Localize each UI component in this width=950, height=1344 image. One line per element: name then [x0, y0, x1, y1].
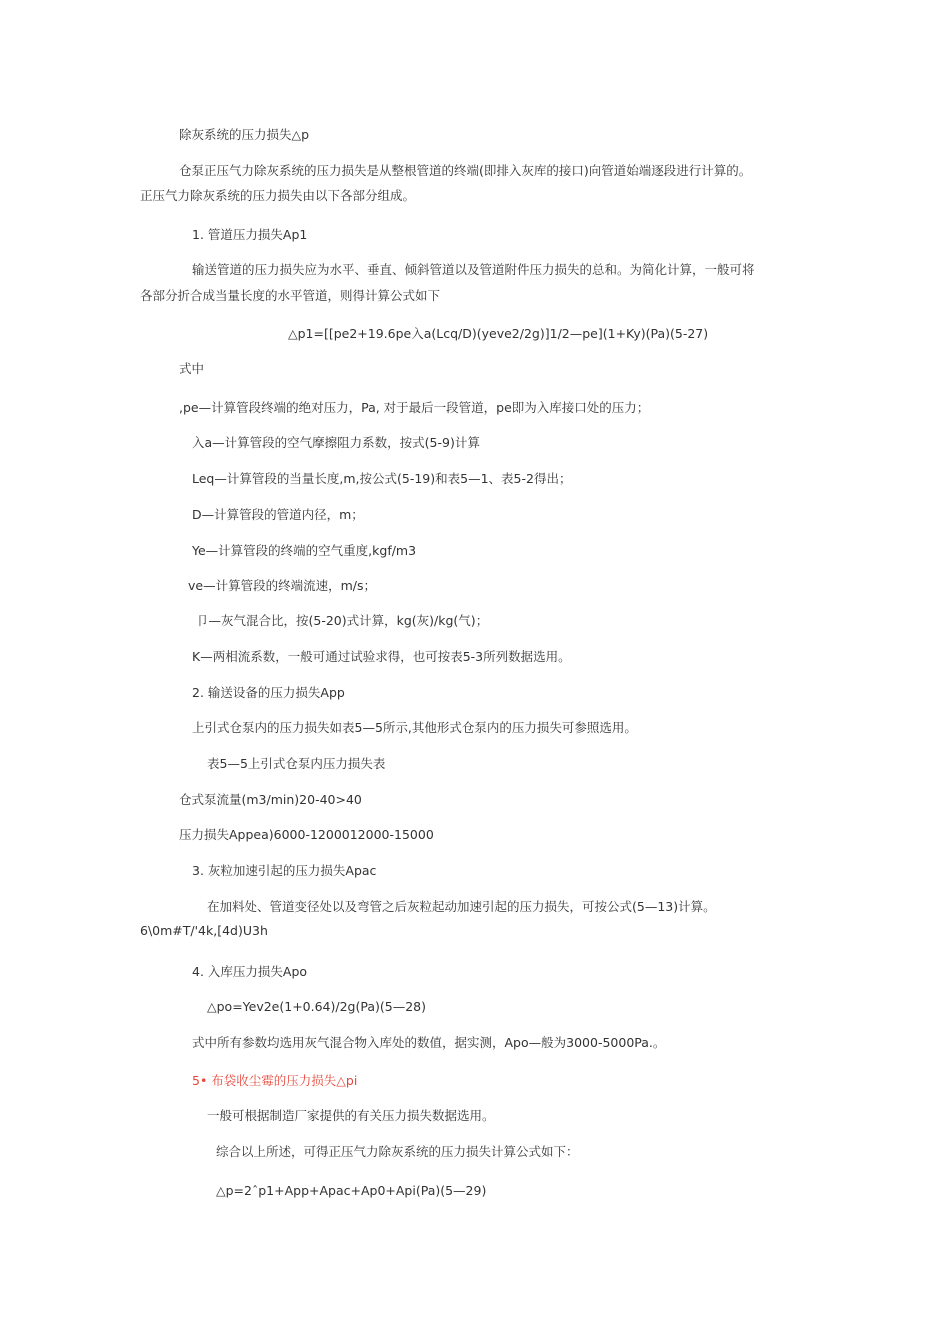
section-1-para-line-2: 各部分折合成当量长度的水平管道，则得计算公式如下: [140, 288, 441, 303]
definition-ve: ve—计算管段的终端流速，m/s；: [188, 578, 376, 593]
definition-d: D—计算管段的管道内径，m；: [192, 507, 364, 522]
formula-5-28: △po=Yev2e(1+0.64)/2g(Pa)(5—28): [207, 999, 426, 1014]
where-label: 式中: [179, 361, 205, 376]
section-2-heading: 2. 输送设备的压力损失App: [192, 685, 345, 700]
section-3-heading: 3. 灰粒加速引起的压力损失Apac: [192, 863, 377, 878]
intro-line-2: 正压气力除灰系统的压力损失由以下各部分组成。: [140, 188, 416, 203]
definition-k: K—两相流系数，一般可通过试验求得，也可按表5-3所列数据选用。: [192, 649, 571, 664]
section-2-para: 上引式仓泵内的压力损失如表5—5所示,其他形式仓泵内的压力损失可参照选用。: [192, 720, 637, 735]
section-5-para: 一般可根据制造厂家提供的有关压力损失数据选用。: [207, 1108, 495, 1123]
definition-lambda: 入a—计算管段的空气摩擦阻力系数，按式(5-9)计算: [192, 435, 480, 450]
table-caption: 表5—5上引式仓泵内压力损失表: [207, 756, 386, 771]
section-1-heading: 1. 管道压力损失Ap1: [192, 227, 308, 242]
definition-leq: Leq—计算管段的当量长度,m,按公式(5-19)和表5—1、表5-2得出；: [192, 471, 572, 486]
summary-line: 综合以上所述，可得正压气力除灰系统的压力损失计算公式如下：: [216, 1144, 579, 1159]
doc-title: 除灰系统的压力损失△p: [179, 127, 310, 142]
section-5-heading: 5• 布袋收尘霉的压力损失△pi: [192, 1073, 358, 1088]
section-4-para: 式中所有参数均选用灰气混合物入库处的数值，据实测，Apo—般为3000-5000Pa.。: [192, 1035, 666, 1050]
section-4-heading: 4. 入库压力损失Apo: [192, 964, 308, 979]
garbled-text: 6\0m#T/'4k,[4d)U3h: [140, 923, 268, 938]
table-row-1: 仓式泵流量(m3/min)20-40>40: [179, 792, 362, 807]
formula-5-29: △p=2ˆp1+App+Apac+Ap0+Api(Pa)(5—29): [216, 1183, 487, 1198]
definition-ye: Ye—计算管段的终端的空气重度,kgf/m3: [192, 543, 417, 558]
section-3-para: 在加料处、管道变径处以及弯管之后灰粒起动加速引起的压力损失，可按公式(5—13)计算。: [207, 899, 716, 914]
table-row-2: 压力损失Appea)6000-1200012000-15000: [179, 827, 434, 842]
intro-line-1: 仓泵正压气力除灰系统的压力损失是从整根管道的终端(即排入灰库的接口)向管道始端逐段进行计算的。: [179, 163, 752, 178]
definition-mu: 卩—灰气混合比，按(5-20)式计算，kg(灰)/kg(气)；: [196, 613, 489, 628]
section-1-para-line-1: 输送管道的压力损失应为水平、垂直、倾斜管道以及管道附件压力损失的总和。为简化计算，一般可将: [192, 262, 755, 277]
definition-pe: ,pe—计算管段终端的绝对压力，Pa, 对于最后一段管道，pe即为入库接口处的压力；: [179, 400, 650, 415]
formula-5-27: △p1=[[pe2+19.6pe入a(Lcq/D)(yeve2/2g)]1/2—pe](1+Ky)(Pa)(5-27): [288, 326, 709, 341]
